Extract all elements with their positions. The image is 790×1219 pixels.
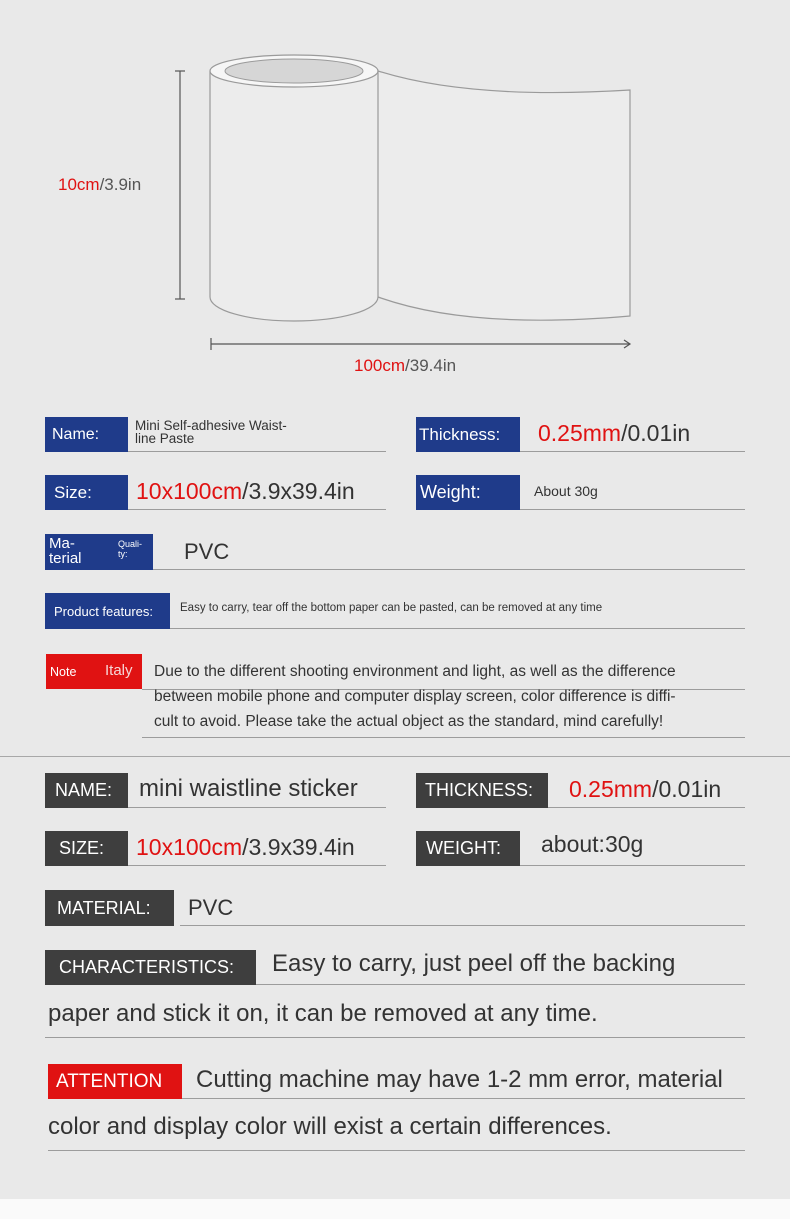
characteristics-line1: Easy to carry, just peel off the backing	[272, 950, 676, 977]
unrolled-strip	[378, 71, 630, 320]
section-divider	[0, 756, 790, 757]
attention-line2: color and display color will exist a certain differences.	[48, 1113, 612, 1140]
note-label: Note Italy	[46, 654, 142, 689]
roll-core	[225, 59, 363, 83]
attention-field-en-2	[48, 1113, 745, 1151]
size-field	[128, 475, 386, 510]
bottom-strip	[0, 1199, 790, 1219]
attention-label-en: ATTENTION	[48, 1064, 182, 1099]
thickness-imperial: /0.01in	[621, 420, 691, 446]
attention-field-en	[182, 1064, 745, 1099]
material-field-en	[180, 890, 745, 926]
name-value-en: mini waistline sticker	[139, 775, 358, 802]
name-label-en: NAME:	[45, 773, 128, 808]
features-value: Easy to carry, tear off the bottom paper can be pasted, can be removed at any time	[180, 602, 603, 614]
size-label: Size:	[45, 475, 128, 510]
thickness-label-en: THICKNESS:	[416, 773, 548, 808]
weight-label: Weight:	[416, 475, 520, 510]
material-value: PVC	[184, 539, 230, 564]
name-field-en	[128, 773, 386, 808]
weight-value: About 30g	[534, 483, 598, 499]
weight-value-en: about:30g	[541, 831, 644, 857]
name-label: Name:	[45, 417, 128, 452]
note-line2: between mobile phone and computer display screen, color difference is diffi-	[154, 688, 676, 705]
material-label: Ma- terial Quali- ty:	[45, 534, 153, 570]
characteristics-field-en-2	[45, 1000, 745, 1038]
name-value-line1: Mini Self-adhesive Waist-	[135, 418, 287, 433]
features-label: Product features:	[45, 593, 170, 629]
weight-field-en	[520, 831, 745, 866]
roll-body	[210, 71, 378, 321]
thickness-field	[520, 417, 745, 452]
note-line3: cult to avoid. Please take the actual object as the standard, mind carefully!	[154, 713, 664, 730]
material-value-en: PVC	[188, 895, 234, 920]
characteristics-line2: paper and stick it on, it can be removed at any time.	[48, 1000, 598, 1027]
thickness-metric: 0.25mm	[538, 420, 622, 446]
characteristics-label-en: CHARACTERISTICS:	[45, 950, 256, 985]
weight-field	[520, 475, 745, 510]
size-label-en: SIZE:	[45, 831, 128, 866]
material-field	[153, 534, 745, 570]
note-line1: Due to the different shooting environment and light, as well as the difference	[154, 663, 676, 680]
tape-roll-diagram	[0, 0, 790, 400]
thickness-field-en: 0.25mm/0.01in	[548, 773, 745, 808]
material-label-en: MATERIAL:	[45, 890, 174, 926]
size-metric: 10x100cm	[136, 478, 243, 504]
note-text	[142, 654, 745, 737]
features-field	[170, 593, 745, 629]
length-label: 100cm/39.4in	[354, 356, 457, 375]
size-imperial: /3.9x39.4in	[242, 478, 355, 504]
name-field	[128, 417, 386, 452]
thickness-label: Thickness:	[416, 417, 520, 452]
height-label: 10cm/3.9in	[58, 175, 142, 194]
characteristics-field-en	[256, 950, 745, 985]
weight-label-en: WEIGHT:	[416, 831, 520, 866]
size-field-en: 10x100cm/3.9x39.4in	[128, 831, 386, 866]
attention-line1: Cutting machine may have 1-2 mm error, material	[196, 1066, 723, 1093]
name-value-line2: line Paste	[135, 431, 195, 446]
